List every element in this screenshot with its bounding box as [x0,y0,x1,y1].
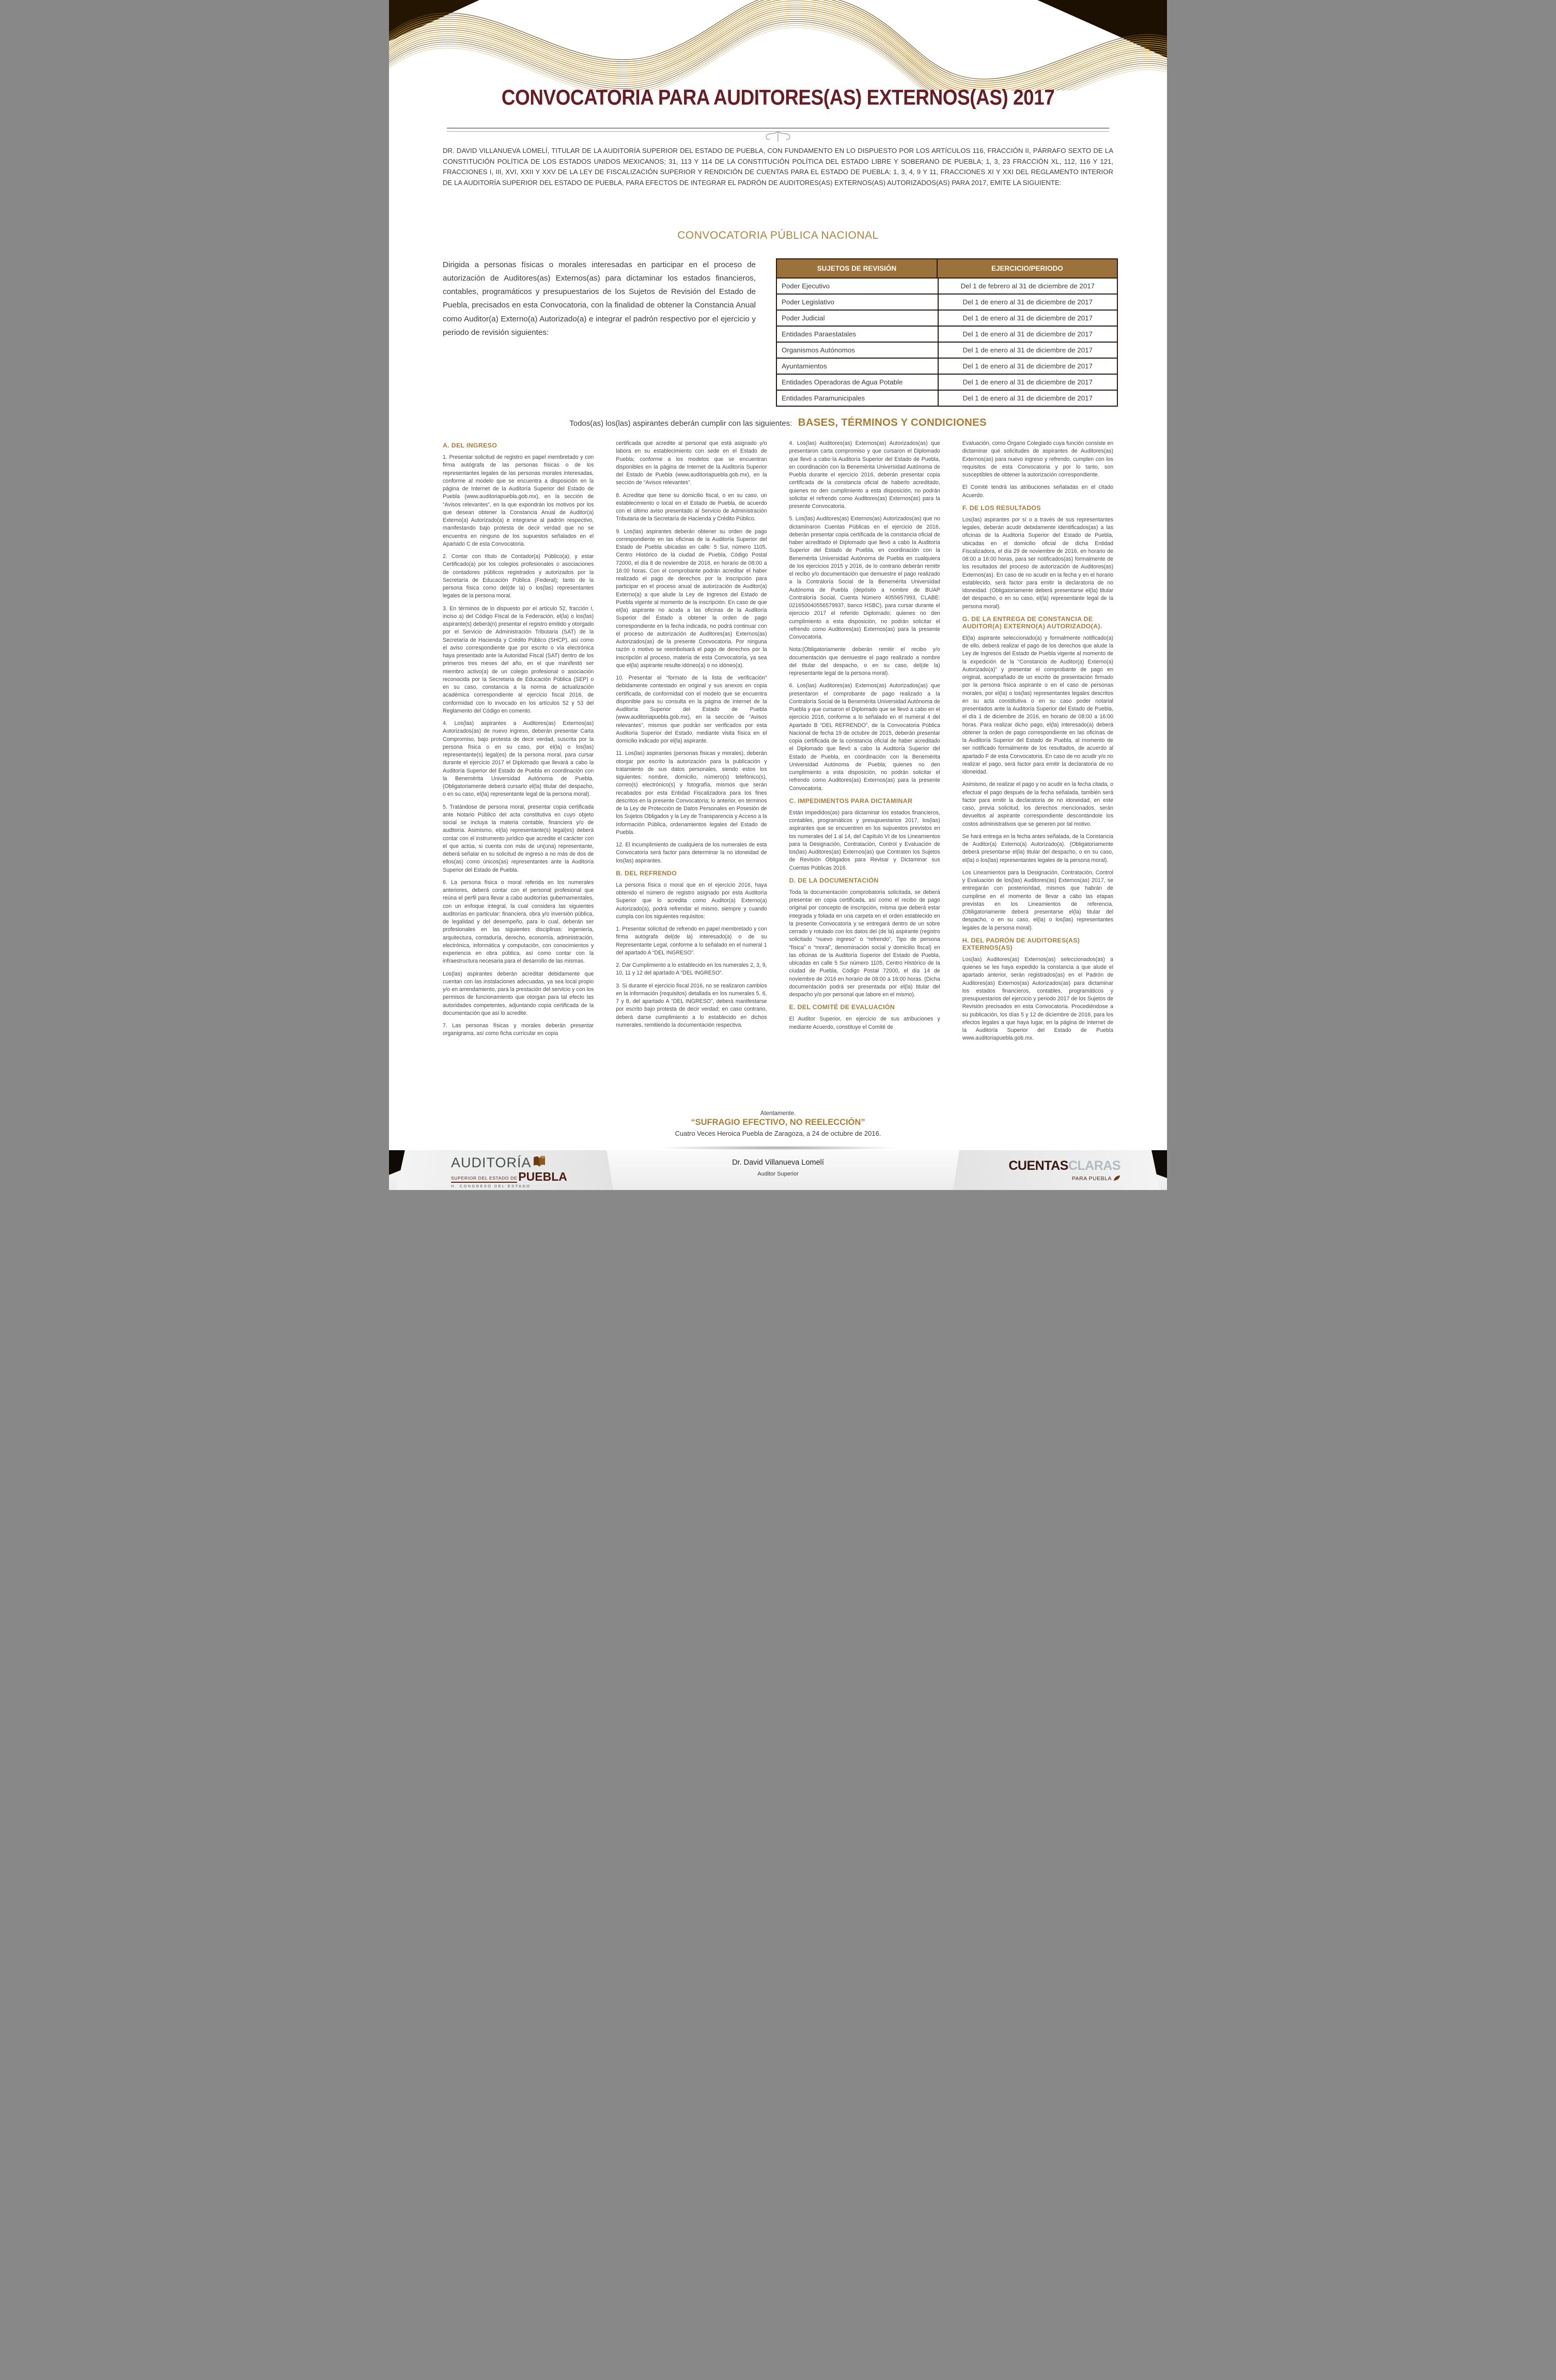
flourish-ornament-icon [763,130,793,146]
atentamente-text: Atentamente. [760,1110,796,1117]
body-paragraph: Nota:(Obligatoriamente deberán remitir el recibo y/o documentación que demuestre el pago realizado a nombre del titular del despacho, o en su caso, del(de la) representante legal de la persona moral). [789,646,940,676]
gold-wave-decoration [389,0,1167,90]
bases-highlight: BASES, TÉRMINOS Y CONDICIONES [798,416,987,428]
table-cell-periodo: Del 1 de enero al 31 de diciembre de 2017 [962,346,1093,354]
body-paragraph: 3. Si durante el ejercicio fiscal 2016, no se realizaron cambios en la información (requisitos) detallada en los numerales 5, 6, 7 y 8, del apartado A “DEL INGRESO”, deberá manifestarse por escrito bajo protesta de decir verdad; en caso contrario, deberá darse cumplimiento a lo establecido en dichos numerales, remitiendo la documentación respectiva. [616,982,767,1028]
section-heading: H. DEL PADRÓN DE AUDITORES(AS) EXTERNOS(AS) [962,936,1080,951]
body-paragraph: Toda la documentación comprobatoria solicitada, se deberá presentar en copia certificada, así como el recibo de pago original por concepto de inscripción, misma que deberá estar integrada y foliada en una carpeta en el orden establecido en la presente Convocatoria y se entregará dentro de un sobre cerrado y rotulado con los datos del (de la) aspirante (registro solicitado “nuevo ingreso” o “refrendo”, Tipo de persona “física” o “moral”, denominación social y domicilio fiscal) en las oficinas de la Auditoría Superior del Estado de Puebla, ubicadas en calle 5 Sur número 1105, Centro Histórico de la ciudad de Puebla, Código Postal 72000, el día 14 de noviembre de 2016 en horario de 08:00 a 16:00 horas. (Dicha documentación podrá ser presentada por el(la) titular del despacho y/o por personal que labore en el mismo). [789,889,940,998]
body-paragraph: 5. Los(las) Auditores(as) Externos(as) Autorizados(as) que no dictaminaron Cuentas Públicas en el ejercicio de 2016, deberán presentar copia certificada de la constancia oficial de haber acreditado el Diplomado que llevó a cabo la Auditoría Superior del Estado de Puebla, en coordinación con la Benemérita Universidad Autónoma de Puebla en cualquiera de los ejercicios 2015 y 2016, de lo contrario deberán remitir el recibo y/o documentación que demuestre el pago realizado a la Contraloría Social de la Benemérita Universidad Autónoma de Puebla (depósito a nombre de BUAP Contraloría Social, Cuenta Número 4055657993, CLABE: 021650040556579937, banco HSBC), para cursar durante el ejercicio 2017 el referido Diplomado; quienes no den cumplimiento a esta disposición, no podrán solicitar el refrendo como Auditores(as) Externos(as) para la presente Convocatoria. [789,516,940,640]
cuentas-claras-logo [1008,1160,1121,1183]
convocatoria-publica-heading: CONVOCATORIA PÚBLICA NACIONAL [677,229,879,241]
body-paragraph: 9. Los(las) aspirantes deberán obtener su orden de pago correspondiente en las oficinas de la Auditoría Superior del Estado de Puebla ubicadas en calle: 5 Sur, número 1105, Centro Histórico de la ciudad de Puebla, Código Postal 72000, el día 8 de noviembre de 2016, en horario de 08:00 a 16:00 horas. Con el comprobante podrán acreditar el haber realizado el pago de derechos por la inscripción para participar en el proceso anual de autorización de Auditor(a) Externo(a) a que alude la Ley de Ingresos del Estado de Puebla vigente al momento de la inscripción. En caso de que el(la) aspirante no acuda a las oficinas de la Auditoría Superior del Estado a obtener la orden de pago correspondiente en la fecha indicada, no podrá continuar con el proceso de autorización de Auditores(as) Externos(as) Autorizados(as) de la presente Convocatoria. Por ninguna razón o motivo se reembolsará el pago de derechos por la inscripción al proceso, materia de esta Convocatoria, ya sea que el(la) aspirante resulte idóneo(a) o no idóneo(a). [616,528,767,669]
leaf-icon [1113,1175,1121,1183]
table-body [777,279,1117,406]
body-paragraph: 12. El incumplimiento de cualquiera de los numerales de esta Convocatoria será factor para determinar la no idoneidad de los(las) aspirantes. [616,842,767,864]
body-paragraph: El Comité tendrá las atribuciones señaladas en el citado Acuerdo. [962,484,1113,499]
closing-block [389,1110,1167,1137]
body-paragraph: 6. La persona física o moral referida en los numerales anteriores, deberá contar con el personal profesional que reúna el perfil para llevar a cabo auditorías gubernamentales, con un enfoque integral, la cual considera las siguientes auditorías en particular: financiera, obra y/o inversión pública, de legalidad y del desempeño, para lo cual, deberán ser profesionales en las siguientes disciplinas: ingeniería, arquitectura, contaduría, derecho, economía, administración, electrónica, informática y computación, con conocimientos y experiencia en obra pública, así como contar con la infraestructura necesaria para el desarrollo de las mismas. [443,879,594,965]
convocatoria-poster [389,0,1167,1190]
table-cell-periodo: Del 1 de enero al 31 de diciembre de 2017 [962,314,1093,322]
body-paragraph: La persona física o moral que en el ejercicio 2016, haya obtenido el número de registro asignado por esta Auditoría Superior que lo acredita como Auditor(a) Externo(a) Autorizado(a), podrá refrendar el mismo, siempre y cuando cumpla con los siguientes requisitos: [616,882,767,920]
body-paragraph: 4. Los(las) aspirantes a Auditores(as) Externos(as) Autorizados(as) de nuevo ingreso, deberán presentar Carta Compromiso, bajo protesta de decir verdad, suscrita por la persona física o en su caso, por el(la) o los(las) representante(s) legal(es) de la persona moral, para cursar durante el ejercicio 2017 el Diplomado que llevará a cabo la Auditoría Superior del Estado de Puebla en coordinación con la Benemérita Universidad Autónoma de Puebla. (Obligatoriamente deberá cursarlo el(la) titular del despacho, o en su caso, el(la) representante legal de la persona moral). [443,720,594,798]
table-cell-sujeto: Ayuntamientos [777,359,939,374]
intro-paragraph: DR. DAVID VILLANUEVA LOMELÍ, TITULAR DE LA AUDITORÍA SUPERIOR DEL ESTADO DE PUEBLA, CON FUNDAMENTO EN LO DISPUESTO POR LOS ARTÍCULOS 116, FRACCIÓN II, PÁRRAFO SEXTO DE LA CONSTITUCIÓN POLÍTICA DE LOS ESTADOS UNIDOS MEXICANOS; 31, 113 Y 114 DE LA CONSTITUCIÓN POLÍTICA DEL ESTADO LIBRE Y SOBERANO DE PUEBLA; 1, 3, 23 FRACCIÓN XL, 112, 116 Y 121, FRACCIONES I, III, XVI, XXII Y XXV DE LA LEY DE FISCALIZACIÓN SUPERIOR Y RENDICIÓN DE CUENTAS PARA EL ESTADO DE PUEBLA; 1, 3, 4, 9 Y 11, FRACCIONES XI Y XXI DEL REGLAMENTO INTERIOR DE LA AUDITORÍA SUPERIOR DEL ESTADO DE PUEBLA, PARA EFECTOS DE INTEGRAR EL PADRÓN DE AUDITORES(AS) EXTERNOS(AS) AUTORIZADOS(AS) PARA 2017, EMITE LA SIGUIENTE: [443,147,1113,187]
table-cell-sujeto: Poder Judicial [777,311,939,326]
page-title: CONVOCATORIA PARA AUDITORES(AS) EXTERNOS(AS) 2017 [501,85,1055,110]
section-heading: F. DE LOS RESULTADOS [962,504,1041,512]
sujetos-revision-table [776,258,1118,407]
column-3 [789,440,940,1107]
table-cell-sujeto: Entidades Operadoras de Agua Potable [777,375,939,390]
bases-line [389,416,1167,429]
auditor-name: Dr. David Villanueva Lomelí [732,1158,824,1167]
table-cell-sujeto: Poder Legislativo [777,295,939,310]
table-row [777,327,1117,343]
body-paragraph: 2. Contar con título de Contador(a) Público(a); y estar Certificado(a) por los colegios profesionales o asociaciones de contadores públicos registrados y autorizados por la Secretaría de Educación Pública (Federal); tanto de la persona física como del(de la) o los(las) representantes legales de la persona moral. [443,553,594,599]
column-2 [616,440,767,1107]
table-row [777,295,1117,311]
table-cell-periodo: Del 1 de enero al 31 de diciembre de 2017 [962,330,1093,338]
body-paragraph: certificada que acredite al personal que está asignado y/o labora en su establecimiento con sede en el Estado de Puebla; conforme a los modelos que se encuentran disponibles en la página de Internet de la Auditoría Superior del Estado de Puebla (www.auditoriapuebla.gob.mx), en la sección de “Avisos relevantes”. [616,440,767,486]
section-heading: D. DE LA DOCUMENTACIÓN [789,876,879,884]
table-row [777,343,1117,359]
table-cell-periodo: Del 1 de enero al 31 de diciembre de 2017 [962,394,1093,402]
body-paragraph: Los(las) aspirantes por sí o a través de sus representantes legales, deberán acudir debidamente identificados(as) a las oficinas de la Auditoría Superior del Estado de Puebla, ubicadas en el domicilio oficial de dicha Entidad Fiscalizadora, el día 29 de noviembre de 2016, en horario de 08:00 a 16:00 horas, para ser notificados(as) formalmente de los resultados del proceso de autorización de Auditores(as) Externos(as). En caso de no acudir en la fecha y en el horario establecido, será factor para emitir la declaratoria de no idoneidad. (Obligatoriamente deberá presentarse el(la) titular del despacho, o en su caso, el(la) representante legal de la persona moral). [962,516,1113,610]
logo-congreso-text: H. CONGRESO DEL ESTADO [451,1184,531,1188]
body-paragraph: Asimismo, de realizar el pago y no acudir en la fecha citada, o efectuar el pago después de la fecha señalada, también será factor para emitir la declaratoria de no idoneidad, en este caso, previa solicitud, los derechos mencionados, serán devueltos al aspirante correspondiente descontándole los costos administrativos que se generen por tal motivo. [962,781,1113,827]
logo-para-puebla-text: PARA PUEBLA [1071,1176,1112,1182]
body-paragraph: 10. Presentar el “formato de la lista de verificación” debidamente contestado en original y sus anexos en copia certificada, de conformidad con el modelo que se encuentra disponible para su consulta en la página de Internet de la Auditoría Superior del Estado de Puebla (www.auditoriapuebla.gob.mx), en la sección de “Avisos relevantes”, mismos que podrán ser verificados por esta Auditoría Superior del Estado, mediante visita física en el domicilio indicado por el(la) aspirante. [616,675,767,744]
table-cell-periodo: Del 1 de febrero al 31 de diciembre de 2017 [960,282,1095,290]
body-paragraph: Los(las) Auditores(as) Externos(as) seleccionados(as) a quienes se les haya expedido la constancia a que alude el apartado anterior, serán registrados(as) en el Padrón de Auditores(as) Externos(as) Autorizados(as) para dictaminar los estados financieros, contables, programáticos y presupuestarios del ejercicio y periodo 2017 de los Sujetos de Revisión precisados en esta Convocatoria. Procediéndose a su publicación, los días 5 y 12 de diciembre de 2016, para los efectos legales a que haya lugar, en la página de Internet de la Auditoría Superior del Estado de Puebla www.auditoriapuebla.gob.mx. [962,956,1113,1042]
body-paragraph: Se hará entrega en la fecha antes señalada, de la Constancia de Auditor(a) Externo(a) Autorizado(a). (Obligatoriamente deberá presentarse el(la) titular del despacho, o en su caso, el(la) o los(las) representantes legales de la persona moral). [962,833,1113,863]
logo-claras-word: CLARAS [1068,1158,1121,1173]
logo-puebla-word: PUEBLA [518,1170,567,1183]
body-paragraph: El Auditor Superior, en ejercicio de sus atribuciones y mediante Acuerdo, constituye el Comité de [789,1016,940,1030]
date-line: Cuatro Veces Heroica Puebla de Zaragoza, a 24 de octubre de 2016. [675,1130,881,1137]
body-paragraph: 7. Las personas físicas y morales deberán presentar organigrama, así como ficha curricular en copia [443,1023,594,1037]
body-paragraph: Están impedidos(as) para dictaminar los estados financieros, contables, programáticos y presupuestarios 2017, los(las) aspirantes que se encuentren en los supuestos previstos en los numerales del 1 al 14, del Capítulo VI de los Lineamientos para la Designación, Contratación, Control y Evaluación de los(las) Auditores(as) Externos(as) que Contraten los Sujetos de Revisión Obligados para Revisar y Dictaminar sus Cuentas Públicas 2016. [789,809,940,871]
section-heading: B. DEL REFRENDO [616,869,677,877]
table-row [777,391,1117,406]
table-cell-sujeto: Poder Ejecutivo [777,279,939,293]
logo-auditoria-word: AUDITORÍA [451,1154,532,1170]
body-paragraph: 4. Los(las) Auditores(as) Externos(as) Autorizados(as) que presentaron carta compromiso y que cursaron el Diplomado que llevó a cabo la Auditoría Superior del Estado de Puebla, en coordinación con la Benemérita Universidad Autónoma de Puebla durante el ejercicio 2016, deberán presentar copia certificada de la constancia oficial de haberlo acreditado, quienes no den cumplimiento a esta disposición, no podrán solicitar el refrendo como Auditores(as) Externos(as) para la presente Convocatoria. [789,440,940,509]
body-columns [443,440,1113,1107]
body-paragraph: 8. Acreditar que tiene su domicilio fiscal, o en su caso, un establecimiento o local en el Estado de Puebla, de acuerdo con el último aviso presentado al Servicio de Administración Tributaria de la Secretaría de Hacienda y Crédito Público. [616,492,767,522]
section-heading: E. DEL COMITÉ DE EVALUACIÓN [789,1003,895,1011]
section-heading: C. IMPEDIMENTOS PARA DICTAMINAR [789,797,913,805]
body-paragraph: Los(las) aspirantes deberán acreditar debidamente que cuentan con las instalaciones adecuadas, ya sea local propio y/o en arrendamiento, para la prestación del servicio y con los permisos de funcionamiento que otorgan para tal efecto las autoridades competentes, adjuntando copia certificada de la documentación que así lo acredite. [443,970,594,1016]
logo-cuentas-word: CUENTAS [1008,1158,1068,1173]
slogan-text: “SUFRAGIO EFECTIVO, NO REELECCIÓN” [691,1118,865,1127]
body-paragraph: Evaluación, como Órgano Colegiado cuya función consiste en dictaminar qué solicitudes de aspirantes de Auditores(as) Externos(as) para nuevo ingreso y refrendo, cumplen con los requisitos de esta Convocatoria y por lo tanto, son susceptibles de obtener la autorización correspondiente. [962,440,1113,478]
table-row [777,311,1117,327]
section-heading: A. DEL INGRESO [443,442,497,449]
table-header-row [777,259,1117,279]
column-1 [443,440,594,1107]
dirigida-paragraph: Dirigida a personas físicas o morales interesadas en participar en el proceso de autorización de Auditores(as) Externos(as) para dictaminar los estados financieros, contables, programáticos y presupuestarios de los Sujetos de Revisión del Estado de Puebla, precisados en esta Convocatoria, con la finalidad de obtener la Constancia Anual como Auditor(a) Externo(a) Autorizado(a) e integrar el padrón respectivo por el ejercicio y periodo de revisión siguientes: [443,260,756,337]
table-row [777,359,1117,375]
table-cell-periodo: Del 1 de enero al 31 de diciembre de 2017 [962,362,1093,370]
body-paragraph: 11. Los(las) aspirantes (personas físicas y morales), deberán otorgar por escrito la autorización para la publicación y tratamiento de sus datos personales, siendo estos los siguientes: nombre, domicilio, número(s) telefónico(s), correo(s) electrónico(s) y fotografía, mismos que serán recabados por esta Entidad Fiscalizadora para los fines descritos en la presente Convocatoria; lo anterior, en términos de la Ley de Protección de Datos Personales en Posesión de los Sujetos Obligados y la Ley de Transparencia y Acceso a la Información Pública, ordenamientos legales del Estado de Puebla. [616,750,767,836]
bases-prefix: Todos(as) los(las) aspirantes deberán cumplir con las siguientes: [569,419,792,428]
auditor-role: Auditor Superior [757,1171,799,1177]
table-header-sujetos: SUJETOS DE REVISIÓN [777,259,938,277]
footer-bar [389,1150,1167,1190]
table-header-ejercicio: EJERCICIO/PERIODO [991,265,1063,272]
logo-superior-text: SUPERIOR DEL ESTADO DE [451,1176,517,1183]
table-cell-sujeto: Organismos Autónomos [777,343,939,358]
body-paragraph: El(la) aspirante seleccionado(a) y formalmente notificado(a) de ello, deberá realizar el pago de los derechos que alude la Ley de Ingresos del Estado de Puebla vigente al momento de la expedición de la “Constancia de Auditor(a) Externo(a) Autorizado(a)” y presentar el comprobante de pago en original, acompañado de un escrito de presentación firmado por la persona física aspirante o en el caso de personas morales, por el(la) o los(las) representantes legales descritos en su acta constitutiva o en su caso poder notarial presentados ante la Auditoría Superior del Estado de Puebla, el día 1 de diciembre de 2016, en horario de 08:00 a 16:00 horas. Para realizar dicho pago, el(la) interesado(a) deberá obtener la orden de pago correspondiente en las oficinas de la Auditoría Superior del Estado de Puebla, al momento de ser notificado formalmente de los resultados, de acuerdo al apartado F de esta Convocatoria. En caso de no acudir y/o no realizar el pago, será factor para emitir la declaratoria de no idoneidad. [962,635,1113,775]
body-paragraph: Los Lineamientos para la Designación, Contratación, Control y Evaluación de los(las) Auditores(as) Externos(as) 2017, se entregarán con posterioridad, mismos que habrán de cumplirse en el momento de llevar a cabo las etapas previstas en los Lineamientos de referencia. (Obligatoriamente deberá presentarse el(la) titular del despacho, o en su caso, el(la) o los(las) representantes legales de la persona moral). [962,869,1113,931]
body-paragraph: 2. Dar Cumplimiento a lo establecido en los numerales 2, 3, 9, 10, 11 y 12 del apartado A “DEL INGRESO”. [616,962,767,977]
table-cell-periodo: Del 1 de enero al 31 de diciembre de 2017 [962,298,1093,306]
body-paragraph: 1. Presentar solicitud de registro en papel membretado y con firma autógrafa de las personas físicas o de los representantes legales de las personas morales interesadas, conforme al modelo que se encuentra a disposición en la página de Internet de la Auditoría Superior del Estado de Puebla (www.auditoriapuebla.gob.mx), en la sección de “Avisos relevantes”, en la que expondrán los motivos por los que desean obtener la Constancia Anual de Auditor(a) Externo(a) Autorizado(a) e integrarse al padrón respectivo, manifestando bajo protesta de decir verdad que no se encuentra en ninguno de los supuestos señalados en el Apartado C de esta Convocatoria. [443,454,594,547]
table-row [777,375,1117,391]
table-cell-periodo: Del 1 de enero al 31 de diciembre de 2017 [962,378,1093,386]
body-paragraph: 5. Tratándose de persona moral, presentar copia certificada ante Notario Público del acta constitutiva en cuyo objeto social se incluya la materia contable, financiera y/o de auditoría. Asimismo, el(la) representante(s) legal(es) deberá contar con el instrumento jurídico que acredite el carácter con el que actúa, si cuenta con más de un(una) representante, deberá señalar en su solicitud de ingreso a no más de dos de ellos(as) como únicos(as) representantes ante la Auditoría Superior del Estado de Puebla. [443,803,594,873]
body-paragraph: 1. Presentar solicitud de refrendo en papel membretado y con firma autógrafa del(de la) interesado(a) o de su Representante Legal, conforme a lo señalado en el numeral 1 del apartado A “DEL INGRESO”. [616,926,767,956]
column-4 [962,440,1113,1107]
body-paragraph: 6. Los(las) Auditores(as) Externos(as) Autorizados(as) que presentaron el comprobante de pago realizado a la Contraloría Social de la Benemérita Universidad Autónoma de Puebla y que cursaron el Diplomado que se llevó a cabo en el ejercicio 2016, conforme a lo señalado en el numeral 4 del Apartado B “DEL REFRENDO”, de la Convocatoria Pública Nacional de fecha 19 de octubre de 2015, deberán presentar copia certificada de la constancia oficial de haber acreditado el Diplomado que llevó a cabo la Auditoría Superior del Estado de Puebla, en coordinación con la Benemérita Universidad Autónoma de Puebla; quienes no den cumplimiento a esta disposición, no podrán solicitar el refrendo como Auditores(as) Externos(as) para la presente Convocatoria. [789,683,940,792]
table-cell-sujeto: Entidades Paraestatales [777,327,939,342]
footer-shadow-divider [654,1146,902,1150]
table-cell-sujeto: Entidades Paramunicipales [777,391,939,406]
table-row [777,279,1117,295]
section-heading: G. DE LA ENTREGA DE CONSTANCIA DE AUDITOR(A) EXTERNO(A) AUTORIZADO(A). [962,615,1102,630]
body-paragraph: 3. En términos de lo dispuesto por el artículo 52, fracción I, inciso a) del Código Fiscal de la Federación, el(la) o los(las) aspirante(s) deberá(n) presentar el registro emitido y otorgado por el Servicio de Administración Tributaria (SAT) de la Secretaría de Hacienda y Crédito Público (SHCP), así como el aviso correspondiente que por escrito o vía electrónica haya presentado ante la Autoridad Fiscal (SAT) dentro de los primeros tres meses del año, en el que manifestó ser miembro activo(a) de un colegio profesional o asociación reconocida por la Secretaría de Educación Pública (SEP) o en su caso, constancia a la norma de actualización académica correspondiente al ejercicio fiscal 2016, de conformidad con lo invocado en los artículos 52 y 53 del Reglamento del Código en comento. [443,605,594,714]
